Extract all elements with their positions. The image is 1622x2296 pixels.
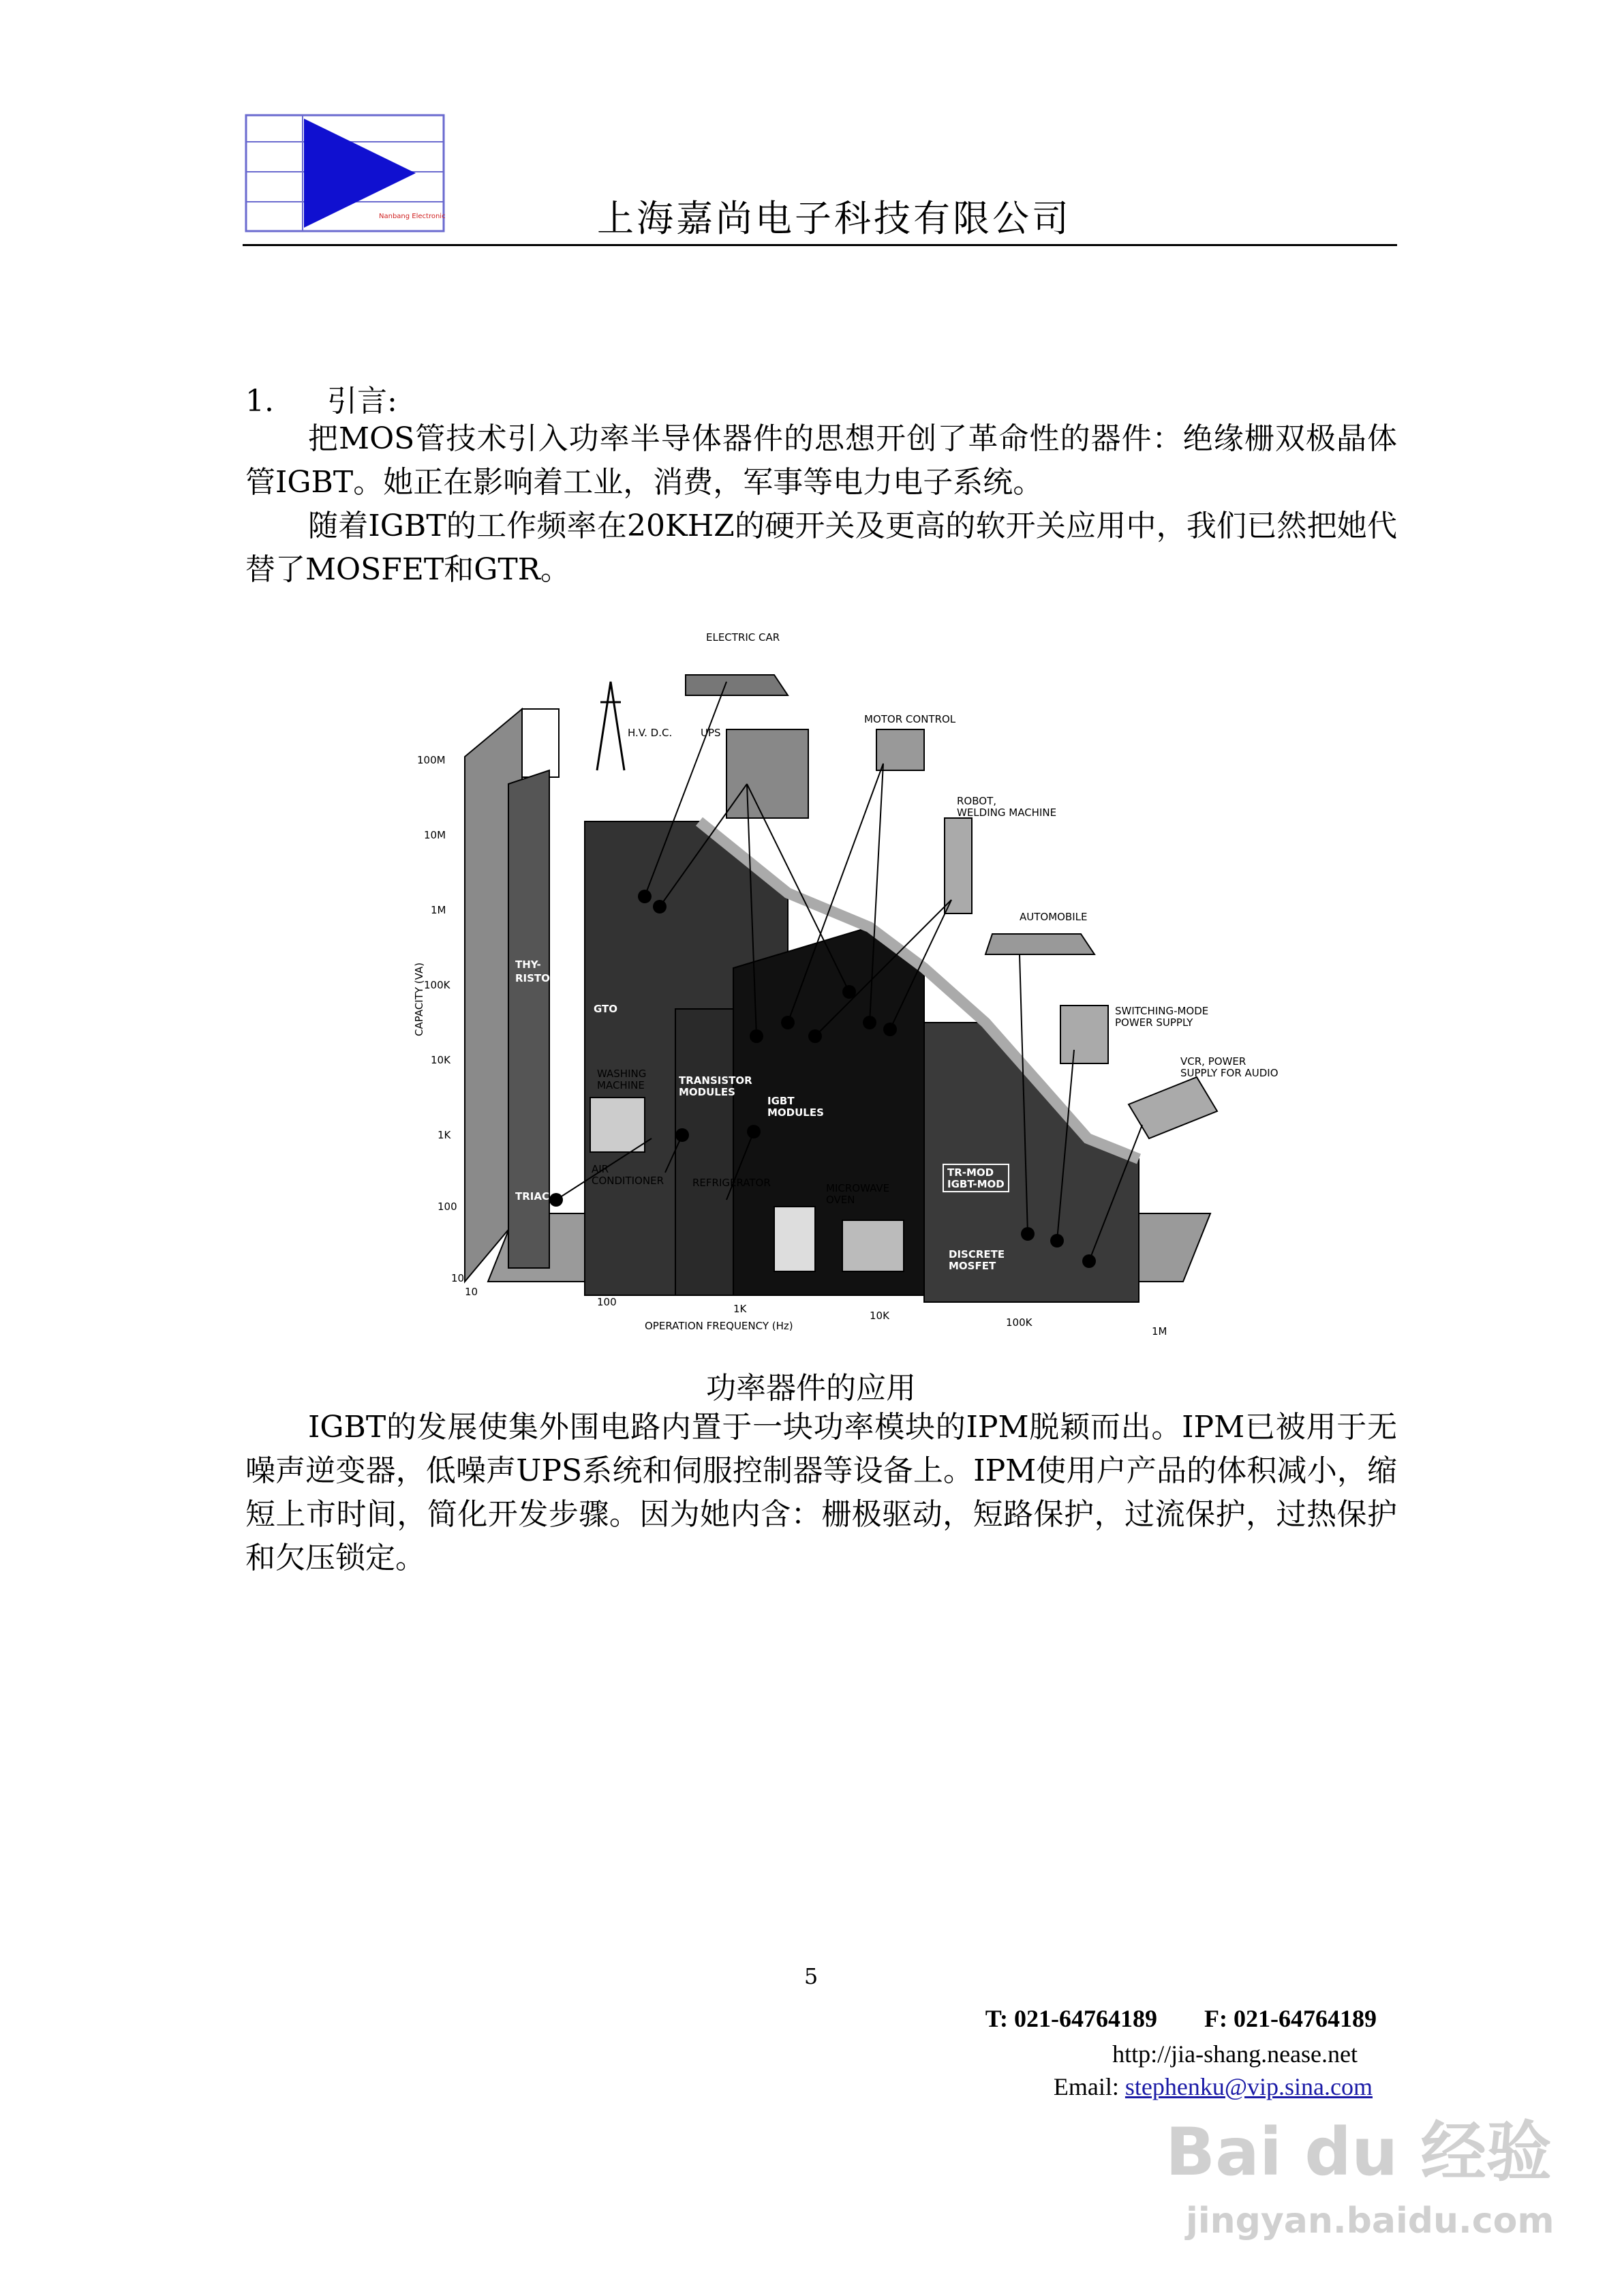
y-tick-100M: 100M <box>417 754 446 766</box>
app-smps-1: SWITCHING-MODE <box>1115 1005 1209 1017</box>
hvdc-tower-icon <box>597 682 672 770</box>
y-tick-10M: 10M <box>424 829 446 841</box>
app-robot-2: WELDING MACHINE <box>957 806 1057 819</box>
electric-car-icon <box>686 631 788 695</box>
watermark-url: jingyan.baidu.com <box>1186 2201 1555 2241</box>
label-igbt-2: MODULES <box>767 1106 824 1119</box>
x-tick-100K: 100K <box>1006 1316 1032 1329</box>
fax-number: F: 021-64764189 <box>1204 2005 1377 2032</box>
phone-number: T: 021-64764189 <box>985 2005 1158 2032</box>
website-url[interactable]: http://jia-shang.nease.net <box>1112 2040 1358 2068</box>
contact-phone-line <box>980 2004 1377 2033</box>
automobile-icon <box>985 911 1095 954</box>
label-mosfet-1: DISCRETE <box>949 1248 1005 1260</box>
x-tick-10: 10 <box>465 1286 478 1298</box>
app-microwave-2: OVEN <box>826 1194 855 1206</box>
y-axis-label: CAPACITY (VA) <box>413 962 425 1036</box>
section-number: 1. <box>245 384 274 419</box>
app-vcr-2: SUPPLY FOR AUDIO <box>1180 1067 1279 1079</box>
label-thyristor-2: RISTOR <box>515 972 558 984</box>
email-line <box>1054 2072 1373 2101</box>
robot-icon <box>945 795 1056 913</box>
watermark-brand: Bai du 经验 <box>1165 2114 1552 2190</box>
app-air-1: AIR <box>592 1163 609 1175</box>
app-washing-2: MACHINE <box>597 1079 645 1091</box>
y-tick-1M: 1M <box>431 904 446 916</box>
ipm-paragraph: IGBT的发展使集外围电路内置于一块功率模块的IPM脱颖而出。IPM已被用于无噪声逆变器，低噪声UPS系统和伺服控制器等设备上。IPM使用户产品的体积减小，缩短上市时间，简化开发步骤。因为她内含：栅极驱动，短路保护，过流保护，过热保护和欠压锁定。 <box>245 1410 1397 1575</box>
app-vcr-1: VCR, POWER <box>1180 1055 1246 1068</box>
power-device-application-figure <box>406 614 1279 1350</box>
x-tick-1M: 1M <box>1152 1325 1167 1338</box>
label-trmod-2: IGBT-MOD <box>947 1178 1005 1190</box>
page-number: 5 <box>804 1963 818 1989</box>
label-mosfet-2: MOSFET <box>949 1260 996 1272</box>
baidu-watermark <box>1159 2100 1555 2250</box>
app-refrigerator: REFRIGERATOR <box>692 1177 771 1189</box>
y-tick-10K: 10K <box>431 1054 450 1066</box>
section-title: 引言: <box>327 384 397 419</box>
label-transistor-2: MODULES <box>679 1086 735 1098</box>
label-gto: GTO <box>594 1003 618 1015</box>
ups-icon <box>701 727 808 818</box>
y-tick-10: 10 <box>451 1272 465 1284</box>
x-axis-label: OPERATION FREQUENCY (Hz) <box>645 1320 793 1332</box>
section-heading <box>245 376 397 420</box>
app-washing-1: WASHING <box>597 1068 647 1080</box>
app-motor-control: MOTOR CONTROL <box>864 713 956 725</box>
company-logo <box>245 115 444 232</box>
label-transistor-1: TRANSISTOR <box>679 1074 752 1087</box>
washing-machine-icon <box>590 1068 646 1152</box>
label-thyristor-1: THY- <box>515 958 541 971</box>
x-tick-100: 100 <box>597 1296 617 1308</box>
app-robot-1: ROBOT, <box>957 795 996 807</box>
logo-caption: Nanbang Electronic <box>379 213 446 220</box>
app-ups: UPS <box>701 727 721 739</box>
intro-paragraph-1: 把MOS管技术引入功率半导体器件的思想开创了革命性的器件：绝缘栅双极晶体管IGBT。她正在影响着工业，消费，军事等电力电子系统。 <box>245 421 1397 500</box>
label-triac: TRIAC <box>515 1190 549 1203</box>
motor-control-icon <box>864 713 956 770</box>
app-microwave-1: MICROWAVE <box>826 1182 890 1194</box>
company-name: 上海嘉尚电子科技有限公司 <box>597 197 1071 240</box>
label-igbt-1: IGBT <box>767 1095 795 1107</box>
app-automobile: AUTOMOBILE <box>1020 911 1088 923</box>
figure-caption: 功率器件的应用 <box>706 1371 916 1406</box>
label-trmod-1: TR-MOD <box>947 1166 994 1179</box>
app-electric-car: ELECTRIC CAR <box>706 631 780 644</box>
y-tick-100: 100 <box>438 1200 457 1213</box>
email-link[interactable]: stephenku@vip.sina.com <box>1124 2073 1373 2100</box>
app-air-2: CONDITIONER <box>592 1175 664 1187</box>
app-hvdc: H.V. D.C. <box>628 727 673 739</box>
app-smps-2: POWER SUPPLY <box>1115 1016 1193 1029</box>
y-tick-100K: 100K <box>424 979 450 991</box>
header-rule <box>243 244 1397 246</box>
x-tick-10K: 10K <box>870 1310 889 1322</box>
intro-paragraph-2: 随着IGBT的工作频率在20KHZ的硬开关及更高的软开关应用中，我们已然把她代替了MOSFET和GTR。 <box>245 509 1397 587</box>
y-tick-1K: 1K <box>438 1129 451 1141</box>
x-tick-1K: 1K <box>733 1303 747 1315</box>
email-label: Email: <box>1053 2073 1125 2100</box>
vcr-icon <box>1129 1055 1279 1138</box>
